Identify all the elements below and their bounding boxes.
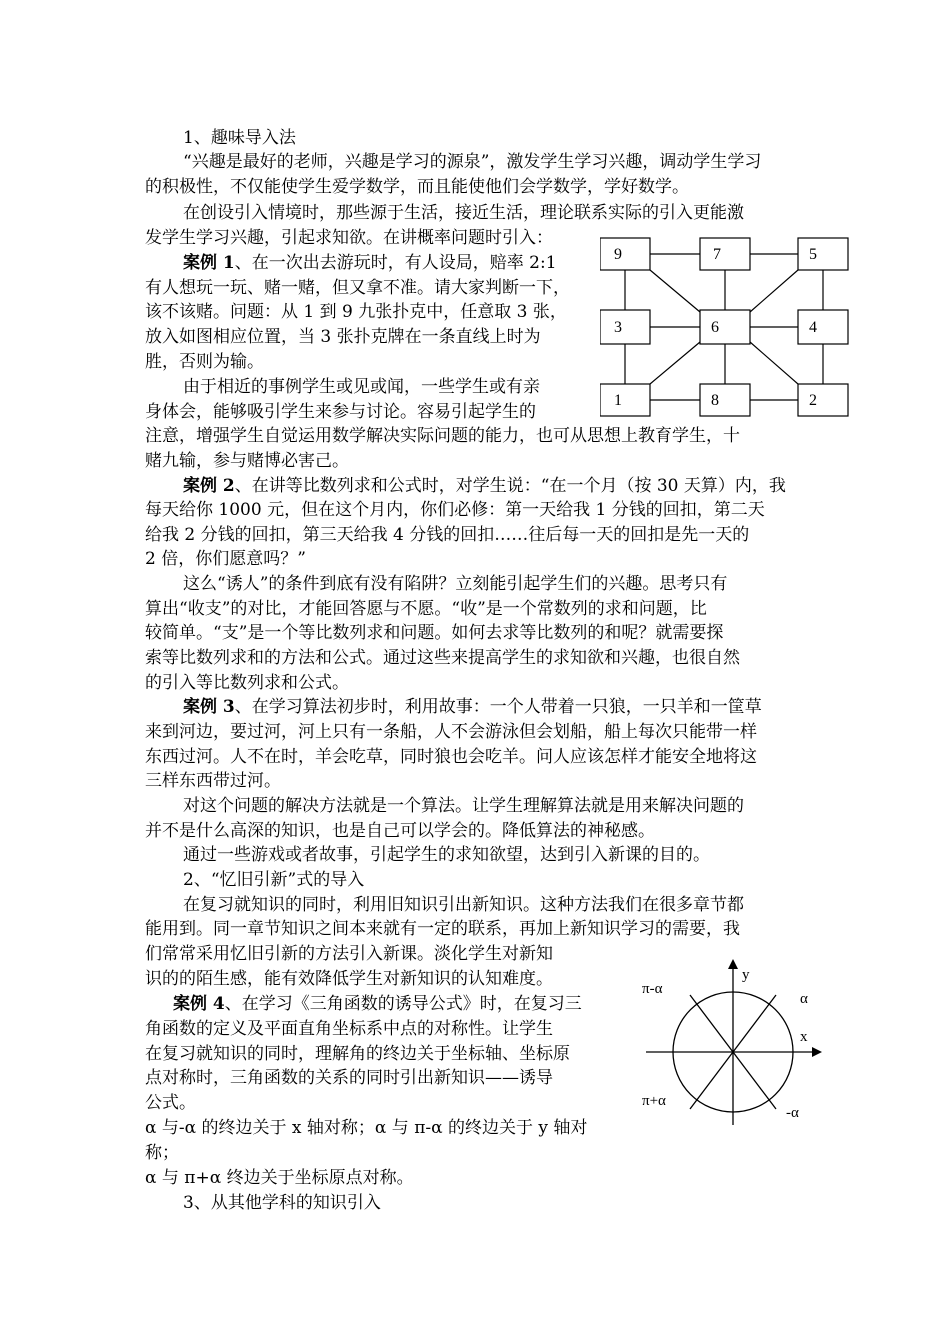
paragraph-line: 三样东西带过河。 [145, 771, 281, 791]
case-label: 案例 4 [173, 994, 225, 1014]
card-box [600, 310, 650, 344]
paragraph-line: 该不该赌。问题：从 1 到 9 九张扑克中，任意取 3 张， [145, 302, 567, 322]
paragraph-line: α 与 π+α 终边关于坐标原点对称。 [145, 1168, 414, 1188]
paragraph-line: 能用到。同一章节知识之间本来就有一定的联系，再加上新知识学习的需要，我 [145, 919, 740, 939]
card-number: 6 [711, 319, 719, 336]
paragraph-line [183, 251, 557, 275]
paragraph-line: 们常常采用忆旧引新的方法引入新课。淡化学生对新知 [145, 944, 553, 964]
card-box [798, 238, 848, 270]
case-text: 、在一次出去游玩时，有人设局，赔率 2:1 [234, 253, 557, 273]
case-label: 案例 3 [183, 697, 235, 717]
x-axis-label: x [800, 1029, 808, 1045]
paragraph-line [173, 992, 582, 1016]
paragraph-line: 在复习就知识的同时，利用旧知识引出新知识。这种方法我们在很多章节都 [183, 895, 744, 915]
case-label: 案例 1 [183, 253, 235, 273]
x-axis-arrow [812, 1047, 822, 1057]
card-box [798, 310, 848, 344]
y-axis-label: y [742, 967, 750, 983]
card-number: 2 [809, 392, 817, 409]
paragraph-line [183, 474, 786, 498]
section-heading: 3、从其他学科的知识引入 [183, 1193, 381, 1213]
paragraph-line: 每天给你 1000 元，但在这个月内，你们必修：第一天给我 1 分钱的回扣，第二天 [145, 500, 765, 520]
card-number: 1 [614, 392, 622, 409]
paragraph-line: 识的的陌生感，能有效降低学生对新知识的认知难度。 [145, 969, 553, 989]
card-number: 8 [711, 392, 719, 409]
paragraph-line: 较简单。“支”是一个等比数列求和问题。如何去求等比数列的和呢？就需要探 [145, 623, 724, 643]
paragraph-line: 胜，否则为输。 [145, 352, 264, 372]
angle-label: α [800, 991, 808, 1007]
paragraph-line: 这么“诱人”的条件到底有没有陷阱？立刻能引起学生们的兴趣。思考只有 [183, 574, 728, 594]
angle-label: π+α [642, 1093, 666, 1109]
paragraph-line: 角函数的定义及平面直角坐标系中点的对称性。让学生 [145, 1019, 553, 1039]
paragraph-line: 赌九输，参与赌博必害己。 [145, 451, 349, 471]
paragraph-line: 有人想玩一玩、赌一赌，但又拿不准。请大家判断一下， [145, 278, 570, 298]
paragraph-line: 的引入等比数列求和公式。 [145, 673, 349, 693]
card-number: 9 [614, 246, 622, 263]
case-label: 案例 2 [183, 476, 235, 496]
paragraph-line: 在创设引入情境时，那些源于生活，接近生活，理论联系实际的引入更能激 [183, 203, 744, 223]
paragraph-line: 通过一些游戏或者故事，引起学生的求知欲望，达到引入新课的目的。 [183, 845, 710, 865]
paragraph-line: 对这个问题的解决方法就是一个算法。让学生理解算法就是用来解决问题的 [183, 796, 744, 816]
card-number: 4 [809, 319, 817, 336]
card-box [798, 384, 848, 416]
card-box [700, 238, 750, 270]
paragraph-line: 在复习就知识的同时，理解角的终边关于坐标轴、坐标原 [145, 1044, 570, 1064]
case-text: 、在学习算法初步时，利用故事：一个人带着一只狼，一只羊和一筐草 [234, 697, 762, 717]
paragraph-line: 索等比数列求和的方法和公式。通过这些来提高学生的求知欲和兴趣，也很自然 [145, 648, 740, 668]
paragraph-line: 算出“收支”的对比，才能回答愿与不愿。“收”是一个常数列的求和问题，比 [145, 599, 707, 619]
paragraph-line: 点对称时，三角函数的关系的同时引出新知识——诱导 [145, 1068, 553, 1088]
paragraph-line: 东西过河。人不在时，羊会吃草，同时狼也会吃羊。问人应该怎样才能安全地将这 [145, 747, 757, 767]
unit-circle-diagram [640, 955, 830, 1125]
paragraph-line: 来到河边，要过河，河上只有一条船，人不会游泳但会划船，船上每次只能带一样 [145, 722, 757, 742]
card-number: 5 [809, 246, 817, 263]
paragraph-line [183, 695, 762, 719]
card-grid-diagram [600, 234, 852, 420]
angle-label: π-α [642, 981, 663, 997]
case-text: 、在学习《三角函数的诱导公式》时，在复习三 [224, 994, 582, 1014]
card-box [700, 384, 750, 416]
paragraph-line: 并不是什么高深的知识，也是自己可以学会的。降低算法的神秘感。 [145, 821, 655, 841]
paragraph-line: 给我 2 分钱的回扣，第三天给我 4 分钱的回扣……往后每一天的回扣是先一天的 [145, 525, 750, 545]
paragraph-line: 由于相近的事例学生或见或闻，一些学生或有亲 [183, 377, 540, 397]
case-text: 、在讲等比数列求和公式时，对学生说：“在一个月（按 30 天算）内，我 [234, 476, 786, 496]
paragraph-line: 发学生学习兴趣，引起求知欲。在讲概率问题时引入： [145, 228, 553, 248]
section-heading: 1、趣味导入法 [183, 128, 296, 148]
paragraph-line: 2 倍，你们愿意吗？” [145, 549, 306, 569]
card-number: 3 [614, 319, 622, 336]
paragraph-line: α 与-α 的终边关于 x 轴对称；α 与 π-α 的终边关于 y 轴对 [145, 1118, 588, 1138]
paragraph-line: “兴趣是最好的老师，兴趣是学习的源泉”，激发学生学习兴趣，调动学生学习 [183, 152, 762, 172]
paragraph-line: 的积极性，不仅能使学生爱学数学，而且能使他们会学数学，学好数学。 [145, 177, 689, 197]
paragraph-line: 注意，增强学生自觉运用数学解决实际问题的能力，也可从思想上教育学生，十 [145, 426, 740, 446]
paragraph-line: 称； [145, 1143, 179, 1163]
card-box [600, 384, 650, 416]
section-heading: 2、“忆旧引新”式的导入 [183, 870, 365, 890]
card-box [600, 238, 650, 270]
card-box [700, 310, 750, 344]
paragraph-line: 公式。 [145, 1093, 196, 1113]
card-number: 7 [713, 246, 721, 263]
paragraph-line: 身体会，能够吸引学生来参与讨论。容易引起学生的 [145, 402, 536, 422]
angle-label: -α [786, 1105, 799, 1121]
paragraph-line: 放入如图相应位置，当 3 张扑克牌在一条直线上时为 [145, 327, 541, 347]
y-axis-arrow [728, 959, 738, 969]
